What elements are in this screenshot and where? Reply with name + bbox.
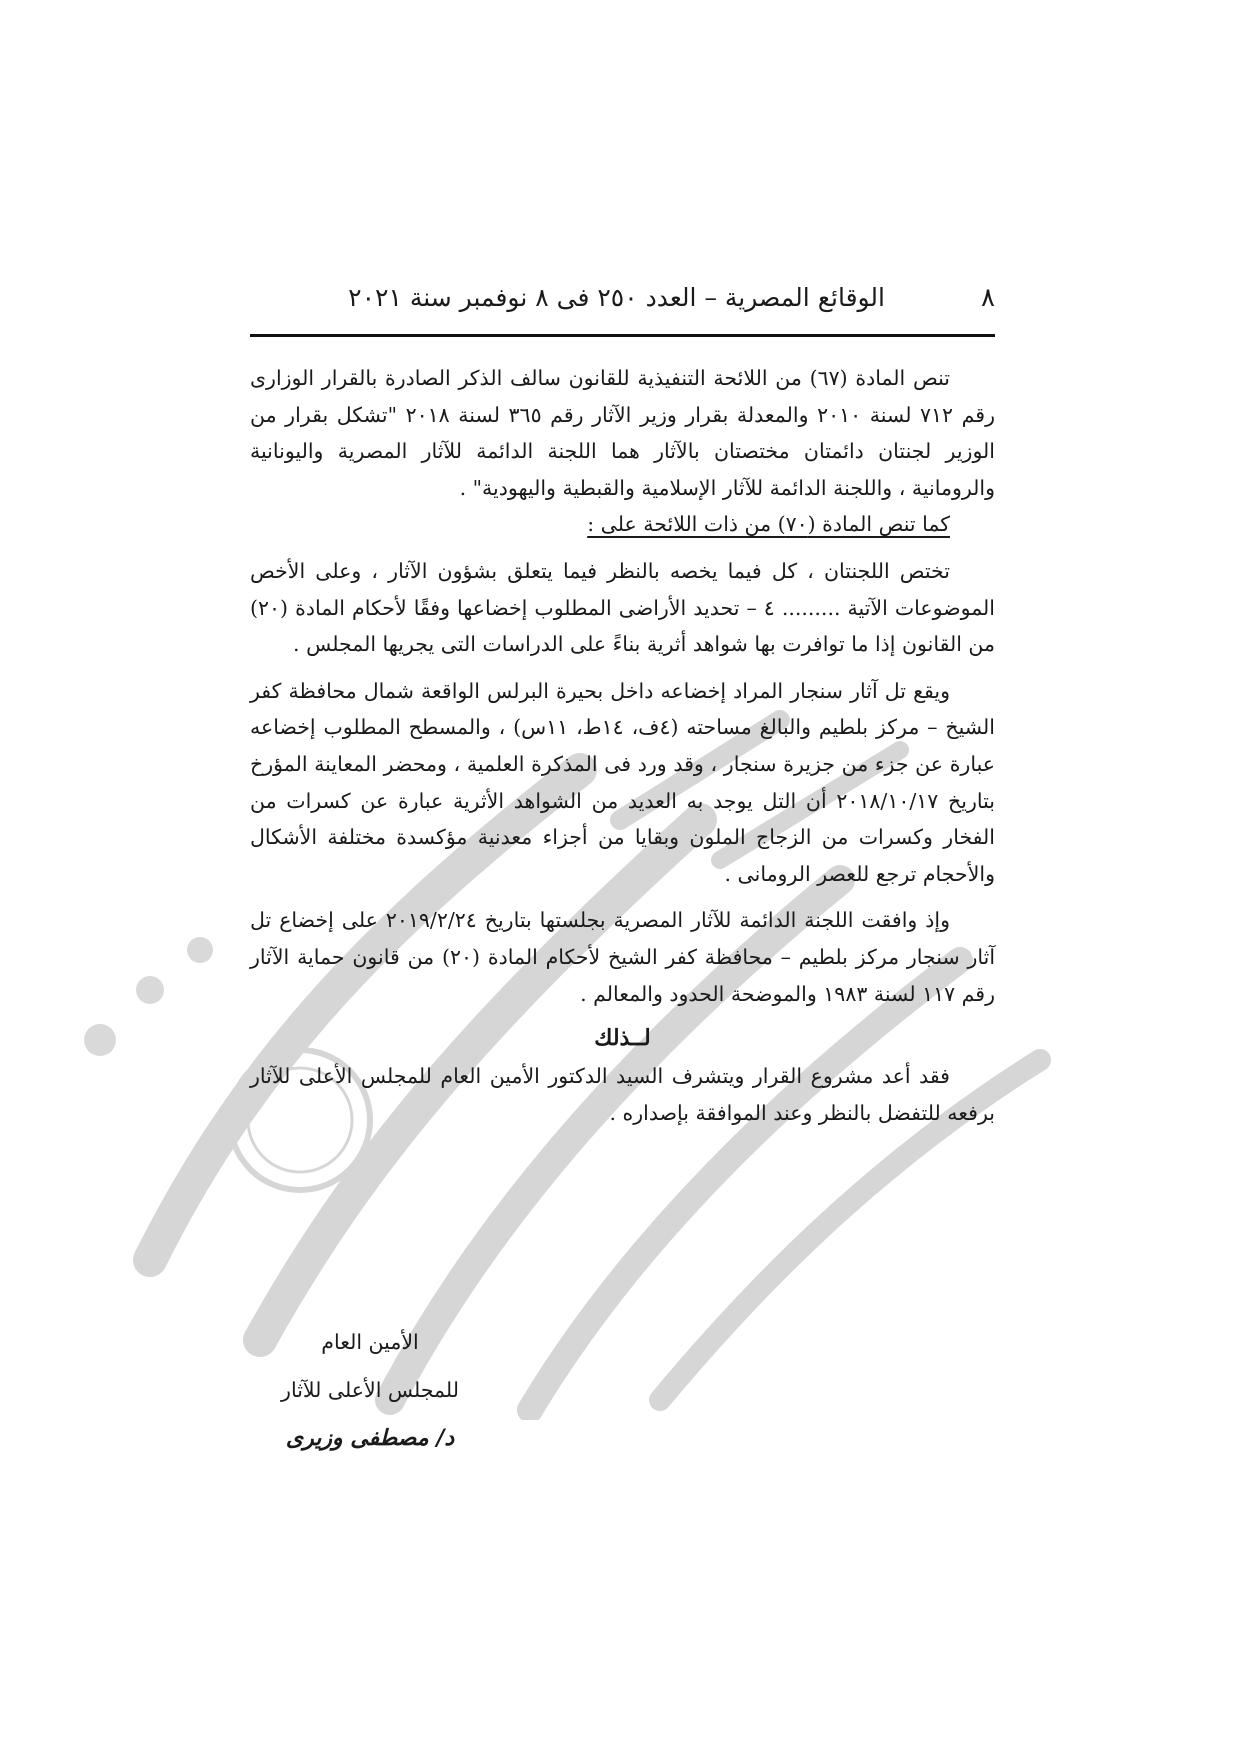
page-header <box>250 283 995 321</box>
paragraph-site-description: ويقع تل آثار سنجار المراد إخضاعه داخل بحيرة البرلس الواقعة شمال محافظة كفر الشيخ – مركز بلطيم والبالغ مساحته (٤ف، ١٤ط، ١١س) ، والمسطح المطلوب إخضاعه عبارة عن جزء من جزيرة سنجار ، وقد ورد فى المذكرة العلمية ، ومحضر المعاينة المؤرخ بتاريخ ٢٠١٨/١٠/١٧ أن التل يوجد به العديد من الشواهد الأثرية عبارة عن كسرات من الفخار وكسرات من الزجاج الملون وبقايا من أجزاء معدنية مؤكسدة مختلفة الأشكال والأحجام ترجع للعصر الرومانى . <box>250 678 995 886</box>
document-body <box>250 360 995 1131</box>
header-divider <box>250 334 995 337</box>
article-70-intro-text: كما تنص المادة (٧٠) من ذات اللائحة على : <box>587 512 950 537</box>
paragraph-committee-approval: وإذ وافقت اللجنة الدائمة للآثار المصرية بجلستها بتاريخ ٢٠١٩/٢/٢٤ على إخضاع تل آثار سنجار مركز بلطيم – محافظة كفر الشيخ لأحكام المادة (٢٠) من قانون حماية الآثار رقم ١١٧ لسنة ١٩٨٣ والموضحة الحدود والمعالم . <box>250 908 996 1006</box>
signature-organization: للمجلس الأعلى للآثار <box>281 1378 459 1402</box>
paragraph-article-70-intro <box>250 506 995 543</box>
page-number: ٨ <box>981 283 995 313</box>
paragraph-committee-duties: تختص اللجنتان ، كل فيما يخصه بالنظر فيما يتعلق بشؤون الآثار ، وعلى الأخص الموضوعات الآتية ......... ٤ – تحديد الأراضى المطلوب إخضاعها وفقًا لأحكام المادة (٢٠) من القانون إذا ما توافرت بها شواهد أثرية بناءً على الدراسات التى يجريها المجلس . <box>250 558 995 657</box>
paragraph-closing: فقد أعد مشروع القرار ويتشرف السيد الدكتور الأمين العام للمجلس الأعلى للآثار برفعه للتفضل بالنظر وعند الموافقة بإصداره . <box>250 1064 995 1125</box>
section-heading: لــذلك <box>594 1025 651 1052</box>
signature-title: الأمين العام <box>321 1330 419 1354</box>
signatory-name: د/ مصطفى وزيرى <box>285 1425 455 1451</box>
running-title: الوقائع المصرية – العدد ٢٥٠ فى ٨ نوفمبر سنة ٢٠٢١ <box>348 283 885 312</box>
signature-block <box>270 1318 470 1462</box>
paragraph-article-67: تنص المادة (٦٧) من اللائحة التنفيذية للقانون سالف الذكر الصادرة بالقرار الوزارى رقم ٧١٢ لسنة ٢٠١٠ والمعدلة بقرار وزير الآثار رقم ٣٦٥ لسنة ٢٠١٨ "تشكل بقرار من الوزير لجنتان دائمتان مختصتان بالآثار هما اللجنة الدائمة للآثار المصرية واليونانية والرومانية ، واللجنة الدائمة للآثار الإسلامية والقبطية واليهودية" . <box>250 366 996 500</box>
